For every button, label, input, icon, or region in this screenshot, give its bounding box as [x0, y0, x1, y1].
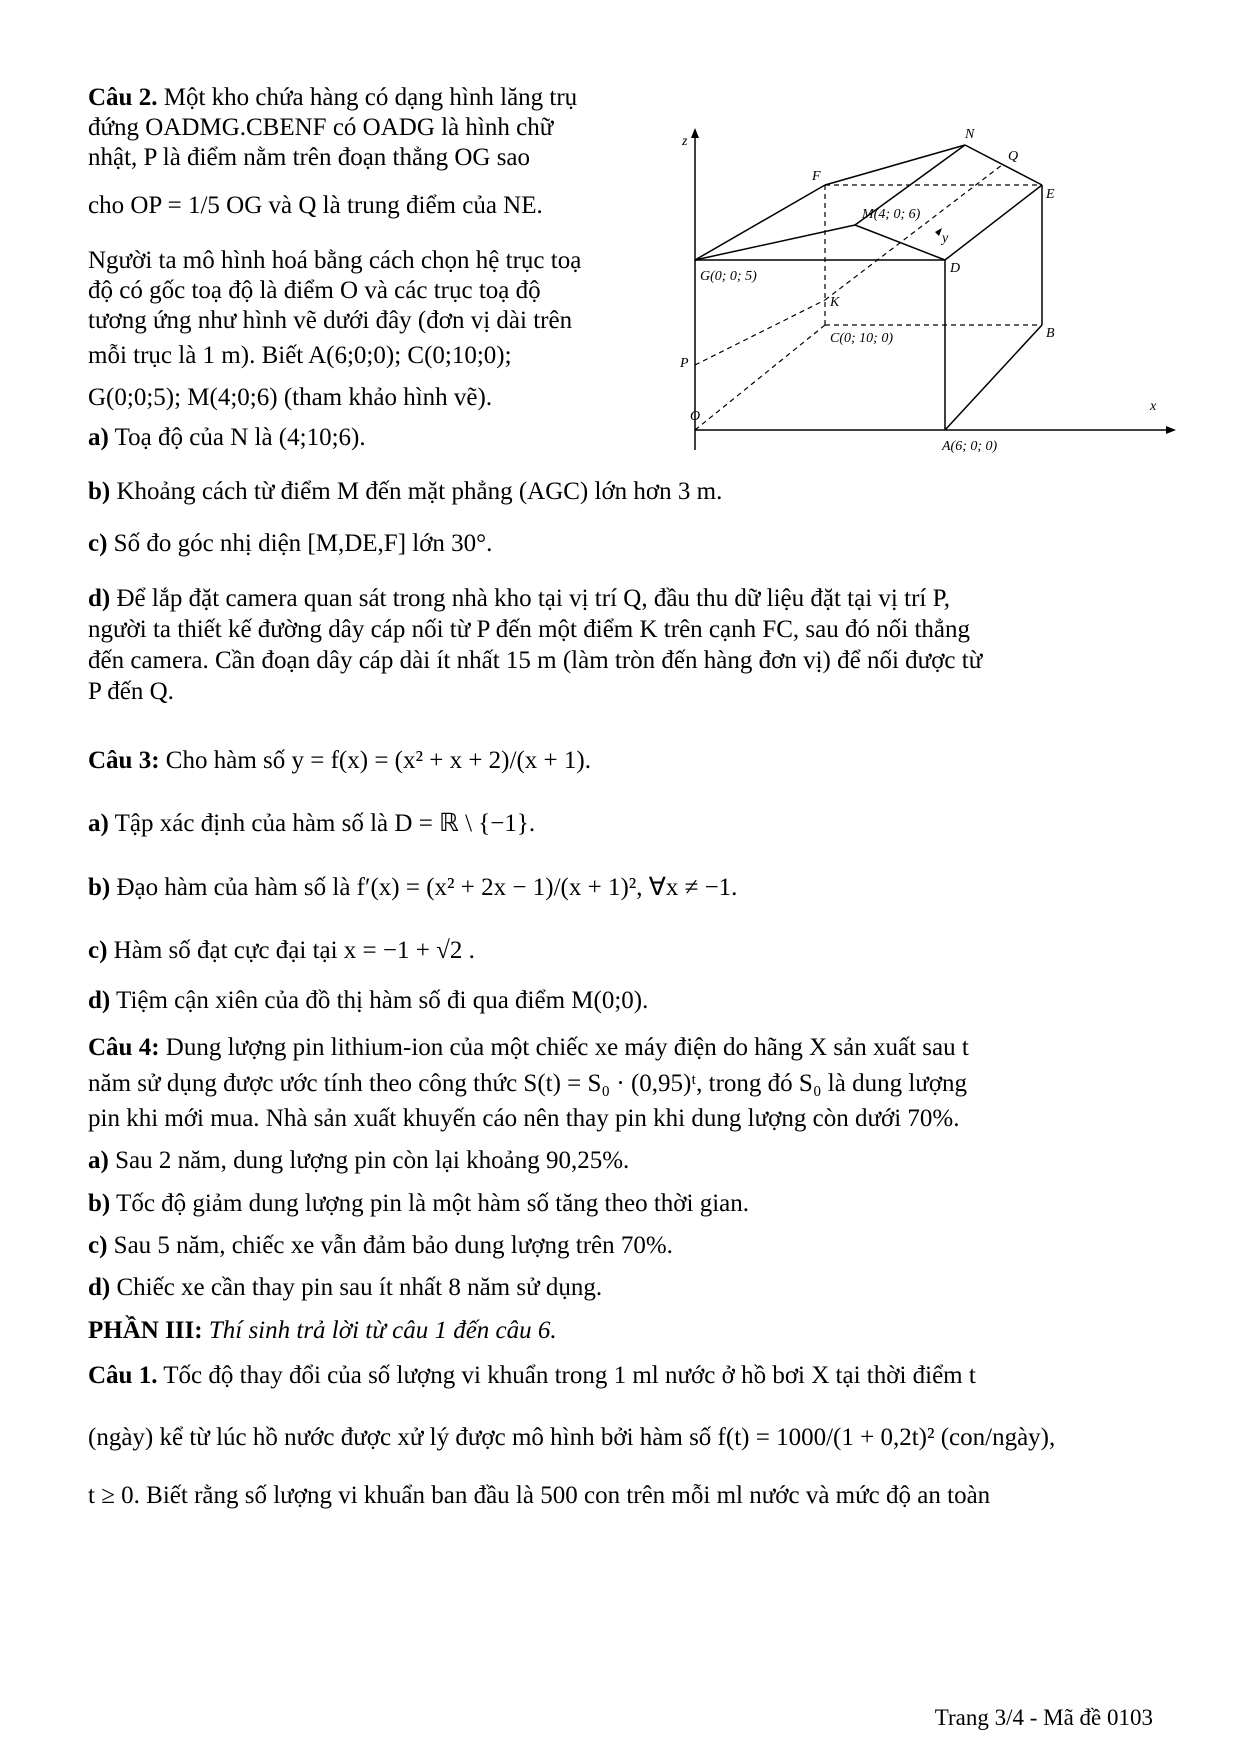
q2-line-8: mỗi trục là 1 m). Biết A(6;0;0); C(0;10;0);	[88, 342, 512, 369]
q3-option-b: b) Đạo hàm của hàm số là f′(x) = (x² + 2x − 1)/(x + 1)², ∀x ≠ −1.	[88, 874, 738, 901]
q1-line-1: Câu 1. Tốc độ thay đổi của số lượng vi khuẩn trong 1 ml nước ở hồ bơi X tại thời điểm t	[88, 1362, 976, 1389]
q2-line-1: Câu 2. Một kho chứa hàng có dạng hình lăng trụ	[88, 84, 578, 111]
label-c: C(0; 10; 0)	[830, 331, 893, 346]
q4-line-3: pin khi mới mua. Nhà sản xuất khuyến cáo nên thay pin khi dung lượng còn dưới 70%.	[88, 1105, 960, 1132]
label-d: D	[950, 261, 961, 276]
q3-option-a: a) Tập xác định của hàm số là D = ℝ \ {−1}.	[88, 810, 536, 837]
part3-instruction: Thí sinh trả lời từ câu 1 đến câu 6.	[208, 1317, 557, 1344]
q2-line-3: nhật, P là điểm nằm trên đoạn thẳng OG sao	[88, 144, 531, 171]
q2-option-d-line-4: P đến Q.	[88, 678, 174, 705]
part3-heading: PHẦN III:	[88, 1317, 203, 1344]
label-m: M(4; 0; 6)	[862, 207, 921, 222]
q2-line-2: đứng OADMG.CBENF có OADG là hình chữ	[88, 114, 554, 141]
edge-ab	[945, 325, 1042, 430]
q4-option-b: b) Tốc độ giảm dung lượng pin là một hàm số tăng theo thời gian.	[88, 1190, 750, 1217]
label-o: O	[690, 409, 701, 424]
x-axis-arrow-icon	[1166, 426, 1176, 434]
q4-heading: Câu 4:	[88, 1034, 160, 1061]
cable-kq	[825, 165, 1002, 300]
edge-gm	[695, 225, 855, 260]
label-g: G(0; 0; 5)	[700, 269, 757, 284]
q2-option-b: b) Khoảng cách từ điểm M đến mặt phẳng (AGC) lớn hơn 3 m.	[88, 478, 723, 505]
edge-ne	[965, 145, 1042, 185]
edge-fn	[825, 145, 965, 185]
label-y: y	[942, 231, 949, 246]
part3-header	[88, 1315, 557, 1347]
q3-intro: Câu 3: Cho hàm số y = f(x) = (x² + x + 2)/(x + 1).	[88, 747, 591, 774]
q2-line-5: Người ta mô hình hoá bằng cách chọn hệ trục toạ	[88, 247, 582, 274]
q2-option-d-line-2: người ta thiết kế đường dây cáp nối từ P đến một điểm K trên cạnh FC, sau đó nối thẳng	[88, 616, 970, 643]
edge-gf	[695, 185, 825, 260]
q2-heading: Câu 2.	[88, 84, 158, 111]
edge-de	[945, 185, 1042, 260]
page-footer: Trang 3/4 - Mã đề 0103	[934, 1705, 1153, 1730]
label-x: x	[1150, 399, 1157, 414]
q1-heading: Câu 1.	[88, 1362, 158, 1389]
q3-option-d: d) Tiệm cận xiên của đồ thị hàm số đi qua điểm M(0;0).	[88, 987, 649, 1014]
label-a: A(6; 0; 0)	[942, 439, 998, 454]
q4-option-c: c) Sau 5 năm, chiếc xe vẫn đảm bảo dung lượng trên 70%.	[88, 1232, 673, 1259]
q4-line-1: Câu 4: Dung lượng pin lithium-ion của một chiếc xe máy điện do hãng X sản xuất sau t	[88, 1034, 969, 1061]
y-axis-arrow-icon	[935, 228, 942, 236]
q3-heading: Câu 3:	[88, 747, 160, 774]
edge-oc-hidden	[695, 325, 825, 430]
q2-line-4: cho OP = 1/5 OG và Q là trung điểm của NE.	[88, 192, 543, 219]
q4-option-a: a) Sau 2 năm, dung lượng pin còn lại khoảng 90,25%.	[88, 1147, 630, 1174]
label-e: E	[1046, 187, 1055, 202]
q2-line-7: tương ứng như hình vẽ dưới đây (đơn vị dài trên	[88, 307, 573, 334]
label-q: Q	[1008, 149, 1019, 164]
label-z: z	[682, 134, 688, 149]
label-k: K	[830, 295, 840, 310]
label-f: F	[812, 169, 821, 184]
q2-line-9: G(0;0;5); M(4;0;6) (tham khảo hình vẽ).	[88, 384, 493, 411]
q1-line-2: (ngày) kể từ lúc hồ nước được xử lý được mô hình bởi hàm số f(t) = 1000/(1 + 0,2t)² (con/ngày),	[88, 1424, 1056, 1451]
q2-option-a: a) Toạ độ của N là (4;10;6).	[88, 424, 366, 451]
cable-pk	[695, 300, 825, 365]
z-axis-arrow-icon	[691, 128, 699, 138]
q4-line-2: năm sử dụng được ước tính theo công thức S(t) = S₀ · (0,95)ᵗ, trong đó S₀ là dung lượng	[88, 1070, 968, 1097]
q1-line-3: t ≥ 0. Biết rằng số lượng vi khuẩn ban đầu là 500 con trên mỗi ml nước và mức độ an toàn	[88, 1482, 991, 1509]
q3-option-c: c) Hàm số đạt cực đại tại x = −1 + √2 .	[88, 937, 475, 964]
label-b: B	[1046, 326, 1055, 341]
q2-option-d-line-1: d) Để lắp đặt camera quan sát trong nhà kho tại vị trí Q, đầu thu dữ liệu đặt tại vị trí P,	[88, 585, 950, 612]
prism-figure	[680, 120, 1180, 490]
q4-option-d: d) Chiếc xe cần thay pin sau ít nhất 8 năm sử dụng.	[88, 1274, 603, 1301]
label-p: P	[680, 356, 689, 371]
label-n: N	[965, 127, 975, 142]
q2-line-6: độ có gốc toạ độ là điểm O và các trục toạ độ	[88, 277, 541, 304]
q2-option-c: c) Số đo góc nhị diện [M,DE,F] lớn 30°.	[88, 530, 493, 557]
q2-option-d-line-3: đến camera. Cần đoạn dây cáp dài ít nhất 15 m (làm tròn đến hàng đơn vị) để nối được từ	[88, 647, 983, 674]
